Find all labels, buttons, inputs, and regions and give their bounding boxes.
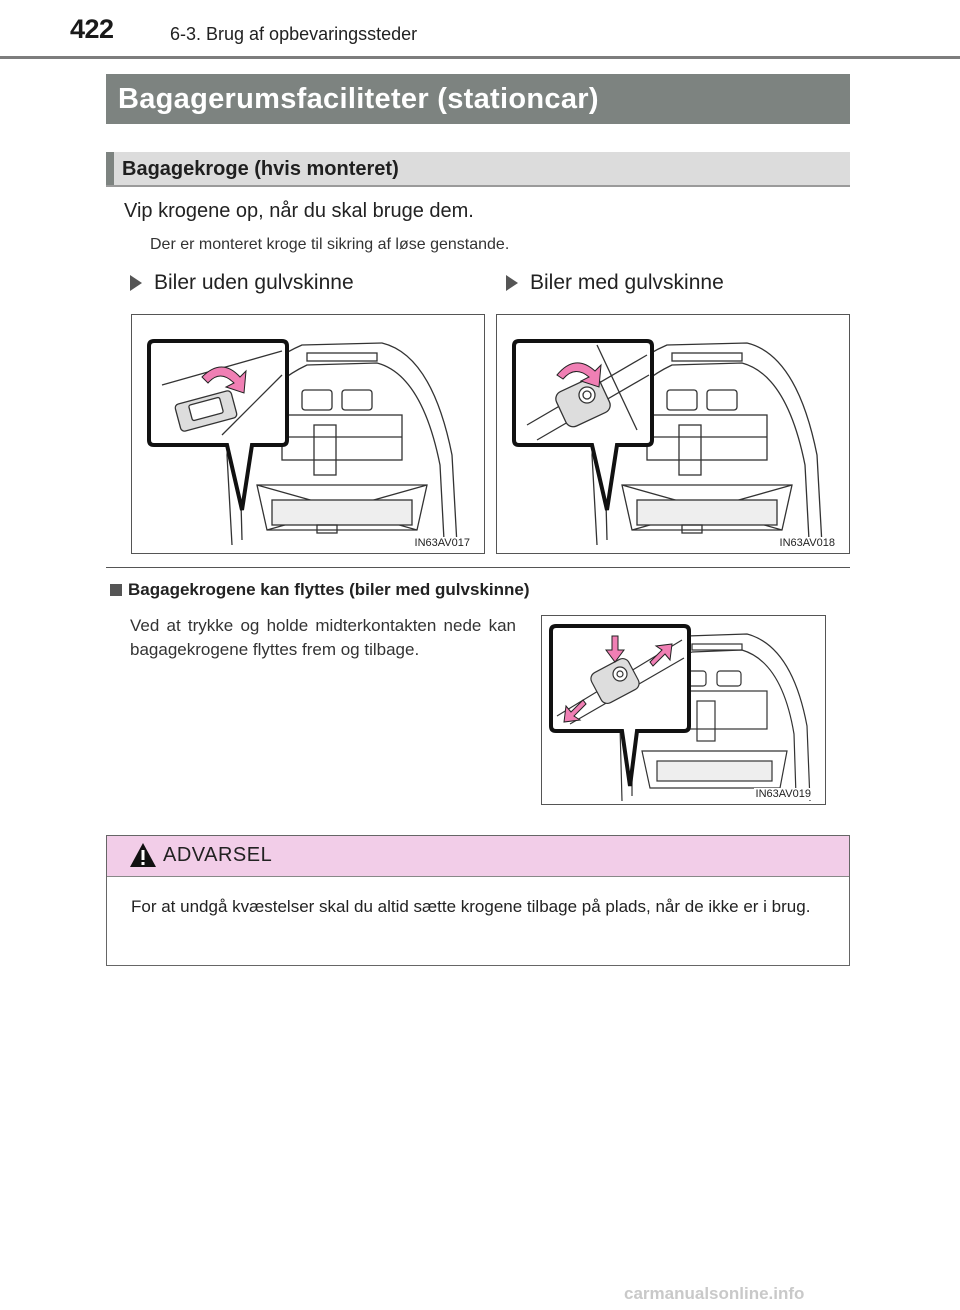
warning-text: For at undgå kvæstelser skal du altid sætte krogene tilbage på plads, når de ikke er i brug. bbox=[131, 897, 811, 916]
hooks-heading-text: Bagagekroge (hvis monteret) bbox=[122, 158, 399, 180]
section-divider bbox=[106, 567, 850, 568]
heading-accent-bar bbox=[106, 152, 114, 185]
hooks-heading bbox=[106, 152, 850, 187]
figure-movable-hook bbox=[541, 615, 826, 805]
warning-triangle-icon bbox=[129, 842, 157, 868]
section-title: Bagagerumsfaciliteter (stationcar) bbox=[106, 74, 850, 124]
triangle-bullet-icon bbox=[506, 275, 518, 291]
figure-code: IN63AV018 bbox=[779, 537, 835, 549]
header-divider bbox=[0, 56, 960, 59]
note-text: Der er monteret kroge til sikring af løse genstande. bbox=[150, 236, 510, 253]
movable-hooks-heading bbox=[110, 580, 530, 600]
movable-hooks-text: Ved at trykke og holde midterkontakten nede kan bagagekrogene flyttes frem og tilbage. bbox=[130, 616, 516, 659]
warning-title: ADVARSEL bbox=[163, 844, 273, 866]
triangle-bullet-icon bbox=[130, 275, 142, 291]
figure-code: IN63AV019 bbox=[755, 788, 811, 800]
variant-label-text: Biler uden gulvskinne bbox=[154, 271, 354, 294]
watermark: carmanualsonline.info bbox=[624, 1284, 805, 1303]
movable-hooks-heading-text: Bagagekrogene kan flyttes (biler med gulvskinne) bbox=[128, 580, 530, 599]
variant-label-without-rail bbox=[130, 271, 354, 295]
chapter-title: 6-3. Brug af opbevaringssteder bbox=[170, 24, 418, 44]
variant-label-with-rail bbox=[506, 271, 724, 295]
page-number: 422 bbox=[70, 14, 114, 44]
figure-code: IN63AV017 bbox=[414, 537, 470, 549]
cargo-illustration-3 bbox=[542, 616, 824, 803]
warning-box bbox=[106, 835, 850, 966]
variant-label-text: Biler med gulvskinne bbox=[530, 271, 724, 294]
figure-hook-without-rail bbox=[131, 314, 485, 554]
cargo-illustration-1 bbox=[132, 315, 483, 552]
cargo-illustration-2 bbox=[497, 315, 848, 552]
instruction-text: Vip krogene op, når du skal bruge dem. bbox=[124, 200, 474, 222]
figure-hook-with-rail bbox=[496, 314, 850, 554]
warning-header bbox=[107, 836, 849, 877]
square-bullet-icon bbox=[110, 584, 122, 596]
